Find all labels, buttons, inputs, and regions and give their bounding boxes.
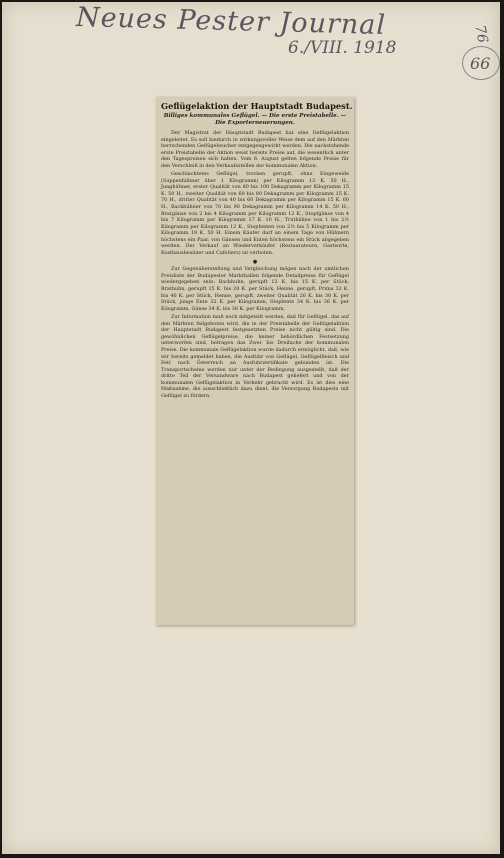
article-headline: Geflügelaktion der Hauptstadt Budapest. bbox=[161, 101, 353, 111]
archive-sheet bbox=[2, 2, 500, 854]
margin-mark-handwritten: 76 bbox=[471, 23, 491, 45]
article-paragraph-4: Zur Information muß noch mitgeteilt werden, daß für Geflügel, das auf den Märkten feilgeboten wird, die in der Preistabelle der Geflügelaktion der Hauptstadt Budapest festgesetzten Preise nicht gültig sind. Die gewöhnlichen Geflügelpreise, die keiner behördlichen Festsetzung unterworfen sind, betragen das Zwei- bis Dreifache der kommunalen Preise. Die kommunale Geflügelaktion wurde dadurch ermöglicht, daß, wie wir bereits gemeldet haben, die Ausfuhr von Geflügel, Geflügelfleisch und Fett nach Österreich an Ausfuhrzertifikate gebunden ist. Die Transportscheine werden nur unter der Bedingung ausgestellt, daß der dritte Teil der Versandware nach Budapest geliefert und von der kommunalen Geflügelaktion in Verkehr gebracht wird. Es ist dies eine Maßnahme, die ausschließlich dazu dient, die Versorgung Budapests mit Geflügel zu fördern. bbox=[161, 314, 349, 399]
circled-number: 66 bbox=[470, 54, 491, 73]
article-subheadline: Billiges kommunales Geflügel. — Die erste Preistabelle. — Die Exporterneuerungen. bbox=[163, 113, 347, 126]
newspaper-clipping bbox=[156, 97, 354, 625]
date-handwritten: 6./VIII. 1918 bbox=[288, 38, 397, 58]
section-separator: ● bbox=[252, 259, 258, 266]
newspaper-name-handwritten: Neues Pester Journal bbox=[75, 2, 387, 42]
article-paragraph-3: Zur Gegenüberstellung und Vergleichung mögen nach der amtlichen Preisliste der Budapester Markthallen folgende Detailpreise für Geflügel wiedergegeben sein: Backhuhn, gerupft 12 K. bis 15 K. per Stück, Brathuhn, gerupft 15 K. bis 20 K. per Stück, Henne, gerupft, Prima 32 K. bis 40 K. per Stück, Henne, gerupft, zweiter Qualität 26 K. bis 30 K. per Stück, junge Ente 32 K. per Kilogramm, Stopfente 34 K. bis 36 K. per Kilogramm, Gänse 34 K. bis 36 K. per Kilogramm. bbox=[161, 266, 349, 312]
article-paragraph-2: Geschlachtetes Geflügel, trocken gerupft, ohne Eingeweide (Suppenhühner über 1 Kilogramm) per Kilogramm 13 K. 50 H., Junghühner, erster Qualität von 80 bis 100 Dekagramm per Kilogramm 15 K. 50 H., zweiter Qualität von 60 bis 80 Dekagramm per Kilogramm 15 K. 70 H., dritter Qualität von 40 bis 60 Dekagramm per Kilogramm 15 K. 60 H., Backhühner von 70 bis 90 Dekagramm per Kilogramm 14 K. 50 H., Bratgänse von 2 bis 4 Kilogramm per Kilogramm 12 K., Stopfgänse von 4 bis 7 Kilogramm per Kilogramm 17 K. 10 H., Truthähne von 1 bis 2½ Kilogramm per Kilogramm 12 K., Stopfenten von 2½ bis 5 Kilogramm per Kilogramm 18 K. 50 H. Einem Käufer darf an einem Tage von Hühnern höchstens ein Paar, von Gänsen und Enten höchstens ein Stück abgegeben werden. Der Verkauf an Wiederverkäufer (Restaurateure, Gastwirte, Kosthausbesitzer und Cafetiers) ist verboten. bbox=[161, 171, 349, 256]
article-paragraph-1: Der Magistrat der Hauptstadt Budapest hat eine Geflügelaktion eingeleitet. Es soll hiedurch in wirkungsvoller Weise dem auf den Märkten herrschenden Geflügelwucher entgegengewirkt werden. Die nachstehende erste Preistabelle der Aktion weist bereits Preise auf, die wesentlich unter den Tagespreisen sich halten. Vom 6. August gelten folgende Preise für den Verschleiß in den Verkaufsstellen der kommunalen Aktion: bbox=[161, 130, 349, 169]
